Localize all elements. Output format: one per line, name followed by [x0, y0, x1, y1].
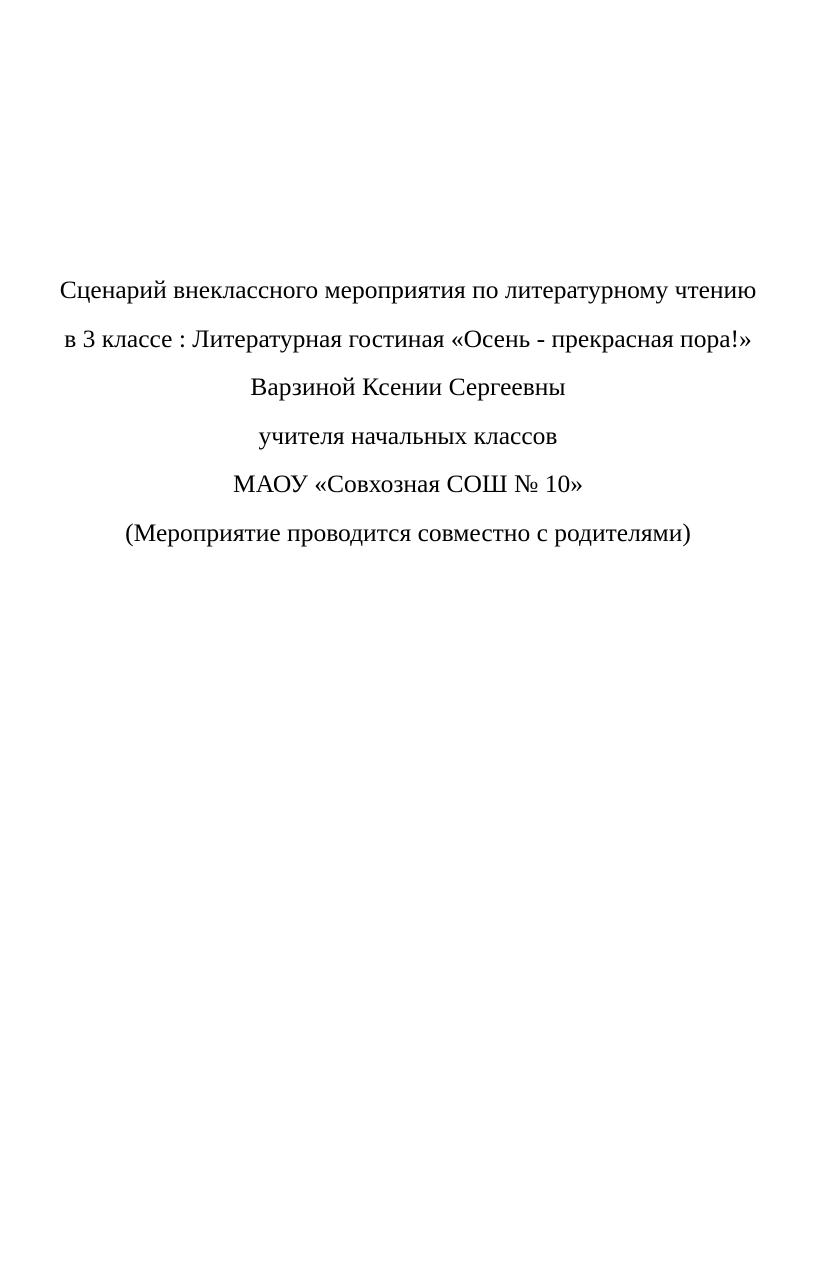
title-line-event: Сценарий внеклассного мероприятия по литературному чтению	[59, 275, 757, 304]
event-note: (Мероприятие проводится совместно с родителями)	[125, 517, 691, 547]
author-position: учителя начальных классов	[258, 420, 558, 450]
author-name: Варзиной Ксении Сергеевны	[250, 372, 566, 401]
title-line-class-topic: в 3 классе : Литературная гостиная «Осень - прекрасная пора!»	[64, 323, 752, 353]
title-block	[0, 266, 816, 557]
school-name: МАОУ «Совхозная СОШ № 10»	[233, 469, 583, 498]
